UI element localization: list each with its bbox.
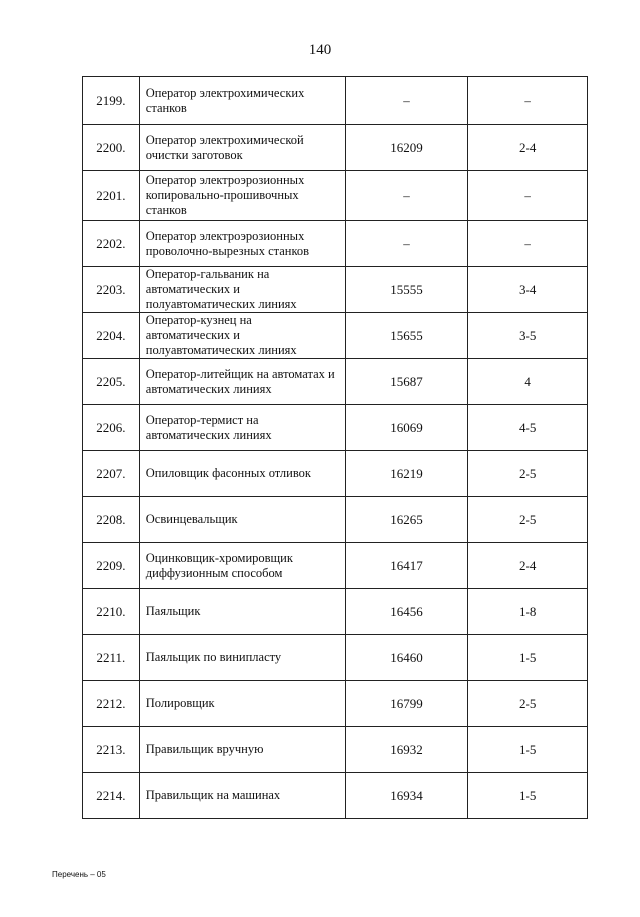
table-row	[83, 125, 588, 171]
occupation-code: 15687	[345, 359, 468, 405]
occupation-code: 16460	[345, 635, 468, 681]
grade-range: 4-5	[468, 405, 588, 451]
occupation-code: 16209	[345, 125, 468, 171]
row-number: 2204.	[83, 313, 140, 359]
occupation-code: –	[345, 77, 468, 125]
grade-range: –	[468, 171, 588, 221]
row-number: 2213.	[83, 727, 140, 773]
table-row	[83, 727, 588, 773]
table-row	[83, 267, 588, 313]
grade-range: 1-5	[468, 773, 588, 819]
grade-range: –	[468, 77, 588, 125]
occupation-code: 16219	[345, 451, 468, 497]
row-number: 2212.	[83, 681, 140, 727]
row-number: 2199.	[83, 77, 140, 125]
table-row	[83, 313, 588, 359]
occupation-code: 16799	[345, 681, 468, 727]
occupation-code: 16934	[345, 773, 468, 819]
row-number: 2201.	[83, 171, 140, 221]
occupation-code: 16456	[345, 589, 468, 635]
occupation-name: Оператор-гальваник на автоматических и полуавтоматических линиях	[139, 267, 345, 313]
table-row	[83, 589, 588, 635]
table-row	[83, 681, 588, 727]
row-number: 2208.	[83, 497, 140, 543]
table-row	[83, 171, 588, 221]
row-number: 2210.	[83, 589, 140, 635]
occupations-table	[82, 76, 588, 819]
grade-range: 3-4	[468, 267, 588, 313]
grade-range: 2-5	[468, 451, 588, 497]
grade-range: –	[468, 221, 588, 267]
table-row	[83, 359, 588, 405]
grade-range: 2-4	[468, 125, 588, 171]
row-number: 2202.	[83, 221, 140, 267]
row-number: 2203.	[83, 267, 140, 313]
occupation-code: 15655	[345, 313, 468, 359]
occupation-code: 16417	[345, 543, 468, 589]
table-row	[83, 497, 588, 543]
row-number: 2214.	[83, 773, 140, 819]
grade-range: 2-5	[468, 497, 588, 543]
table-row	[83, 405, 588, 451]
footer-label: Перечень – 05	[52, 870, 106, 879]
occupation-name: Паяльщик	[139, 589, 345, 635]
occupation-name: Оператор-литейщик на автоматах и автоматических линиях	[139, 359, 345, 405]
grade-range: 4	[468, 359, 588, 405]
occupation-name: Оператор электрохимических станков	[139, 77, 345, 125]
occupation-name: Оператор-кузнец на автоматических и полуавтоматических линиях	[139, 313, 345, 359]
occupation-code: 15555	[345, 267, 468, 313]
grade-range: 3-5	[468, 313, 588, 359]
occupation-name: Паяльщик по винипласту	[139, 635, 345, 681]
table-row	[83, 543, 588, 589]
row-number: 2200.	[83, 125, 140, 171]
occupation-name: Оцинковщик-хромировщик диффузионным способом	[139, 543, 345, 589]
page-number: 140	[308, 42, 332, 58]
grade-range: 1-5	[468, 727, 588, 773]
row-number: 2205.	[83, 359, 140, 405]
row-number: 2206.	[83, 405, 140, 451]
occupation-code: 16069	[345, 405, 468, 451]
grade-range: 2-5	[468, 681, 588, 727]
table-row	[83, 77, 588, 125]
table-row	[83, 773, 588, 819]
occupation-name: Освинцевальщик	[139, 497, 345, 543]
row-number: 2209.	[83, 543, 140, 589]
occupation-name: Оператор электроэрозионных копировально-прошивочных станков	[139, 171, 345, 221]
row-number: 2211.	[83, 635, 140, 681]
occupation-name: Опиловщик фасонных отливок	[139, 451, 345, 497]
occupation-code: 16265	[345, 497, 468, 543]
occupation-name: Правильщик вручную	[139, 727, 345, 773]
occupation-code: –	[345, 171, 468, 221]
grade-range: 2-4	[468, 543, 588, 589]
table-row	[83, 451, 588, 497]
occupation-name: Оператор электроэрозионных проволочно-вырезных станков	[139, 221, 345, 267]
occupation-name: Оператор электрохимической очистки заготовок	[139, 125, 345, 171]
grade-range: 1-8	[468, 589, 588, 635]
table-row	[83, 635, 588, 681]
occupation-code: 16932	[345, 727, 468, 773]
occupation-name: Оператор-термист на автоматических линиях	[139, 405, 345, 451]
occupation-name: Правильщик на машинах	[139, 773, 345, 819]
grade-range: 1-5	[468, 635, 588, 681]
table-row	[83, 221, 588, 267]
table-body	[83, 77, 588, 819]
row-number: 2207.	[83, 451, 140, 497]
occupation-code: –	[345, 221, 468, 267]
occupation-name: Полировщик	[139, 681, 345, 727]
